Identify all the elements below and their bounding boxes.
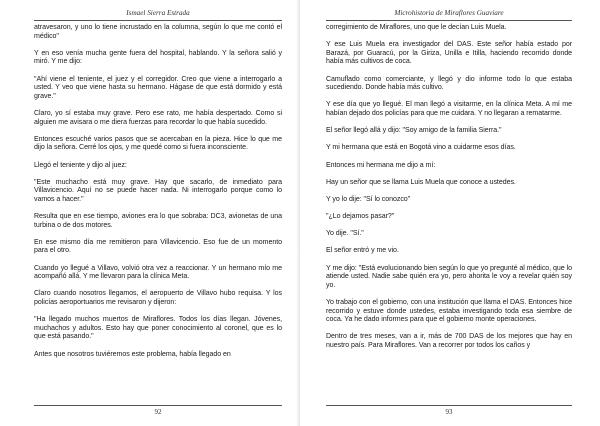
paragraph: Y me dijo: "Está evolucionando bien según lo que yo pregunté al médico, que lo atiende usted. Nadie sabe quién era yo, pero ahorita le voy a revelar quién soy yo. bbox=[326, 264, 572, 289]
paragraph: "Ahí viene el teniente, el juez y el corregidor. Creo que viene a interrogarlo a usted. Y veo que viene hasta su hermano. Hágase de que está dormido y está grave." bbox=[34, 75, 282, 100]
paragraph: Entonces mi hermana me dijo a mí: bbox=[326, 161, 436, 169]
paragraph: El señor llegó allá y dijo: "Soy amigo de la familia Sierra." bbox=[326, 127, 502, 135]
paragraph: Y ese día que yo llegué. El man llegó a visitarme, en la clínica Meta. A mí me habían dejado dos policías para que me cuidara. Y no llegaran a rematarme. bbox=[326, 101, 572, 117]
paragraph: Dentro de tres meses, van a ir, más de 700 DAS de los mejores que hay en nuestro país. Para Miraflores. Van a recorrer por todos los caños y bbox=[326, 333, 572, 349]
paragraph: Antes que nosotros tuviéremos este problema, había llegado en bbox=[34, 350, 231, 358]
right-page bbox=[300, 0, 600, 426]
left-page-header: Ismael Sierra Estrada bbox=[34, 0, 282, 21]
paragraph: Claro, yo sí estaba muy grave. Pero ese rato, me había despertado. Como si alguien me avisara o me diera fuerzas para recordar lo que había sucedido. bbox=[34, 109, 282, 126]
paragraph: Yo dije. "Sí." bbox=[326, 230, 364, 238]
paragraph: "Ha llegado muchos muertos de Miraflores. Todos los días llegan. Jóvenes, muchachos y adultos. Esto hay que poner conocimiento al coronel, que es lo que está pasando." bbox=[34, 316, 282, 341]
paragraph: Resulta que en ese tiempo, aviones era lo que sobraba: DC3, avionetas de una turbina o de dos motores. bbox=[34, 213, 282, 229]
paragraph: atravesaron, y uno lo tiene incrustado en la columna, según lo que me contó el médico" bbox=[34, 24, 282, 40]
paragraph: Cuando yo llegué a Villavo, volvió otra vez a reaccionar. Y un hermano mío me acompañó allá. Y me llevaron para la clínica Meta. bbox=[34, 264, 282, 281]
paragraph: Llegó el teniente y dijo al juez: bbox=[34, 161, 127, 169]
paragraph: "Este muchacho está muy grave. Hay que sacarlo, de inmediato para Villavicencio. Aquí no se puede hacer nada. Ni interrogarlo porque como lo vamos a hacer." bbox=[34, 178, 282, 203]
paragraph: Camuflado como comerciante, y llegó y dio informe todo lo que estaba sucediendo. Donde había más cultivo. bbox=[326, 75, 572, 92]
left-page-body bbox=[34, 24, 282, 359]
paragraph: Entonces escuché varios pasos que se acercaban en la pieza. Hice lo que me dijo la señora. Cerré los ojos, y me quedé como si fuera inconsciente. bbox=[34, 135, 282, 152]
left-page-number: 92 bbox=[34, 405, 282, 416]
paragraph: Y mi hermana que está en Bogotá vino a cuidarme esos días. bbox=[326, 144, 516, 152]
paragraph: Y en eso venía mucha gente fuera del hospital, hablando. Y la señora salió y miró. Y me dijo: bbox=[34, 49, 282, 66]
paragraph: Y ese Luis Muela era investigador del DAS. Este señor había estado por Barazá, por Guaracú, por la Giriza, Unilla e Itilla, haciendo recorrido donde había más cultivos de coca. bbox=[326, 41, 572, 66]
right-page-body bbox=[326, 24, 572, 351]
paragraph: Y yo lo dije: "Sí lo conozco" bbox=[326, 195, 411, 203]
paragraph: El señor entró y me vio. bbox=[326, 247, 399, 255]
paragraph: Claro cuando nosotros llegamos, el aeropuerto de Villavo hubo requisa. Y los policías aeroportuarios me revisaron y dijeron: bbox=[34, 290, 282, 306]
right-page-number: 93 bbox=[326, 405, 572, 416]
paragraph: En ese mismo día me remitieron para Villavicencio. Eso fue de un momento para el otro. bbox=[34, 238, 282, 255]
paragraph: corregimiento de Miraflores, uno que le decían Luis Muela. bbox=[326, 24, 507, 31]
paragraph: "¿Lo dejamos pasar?" bbox=[326, 213, 395, 221]
paragraph: Yo trabajo con el gobierno, con una institución que llama el DAS. Entonces hice recorrido y estuve donde ustedes, estaba investigando toda esa siembre de coca. Ya he dado informes para que el gobierno monte operaciones. bbox=[326, 299, 572, 324]
right-page-header: Microhistoria de Miraflores Guaviare bbox=[326, 0, 572, 21]
paragraph: Hay un señor que se llama Luis Muela que conoce a ustedes. bbox=[326, 178, 516, 186]
